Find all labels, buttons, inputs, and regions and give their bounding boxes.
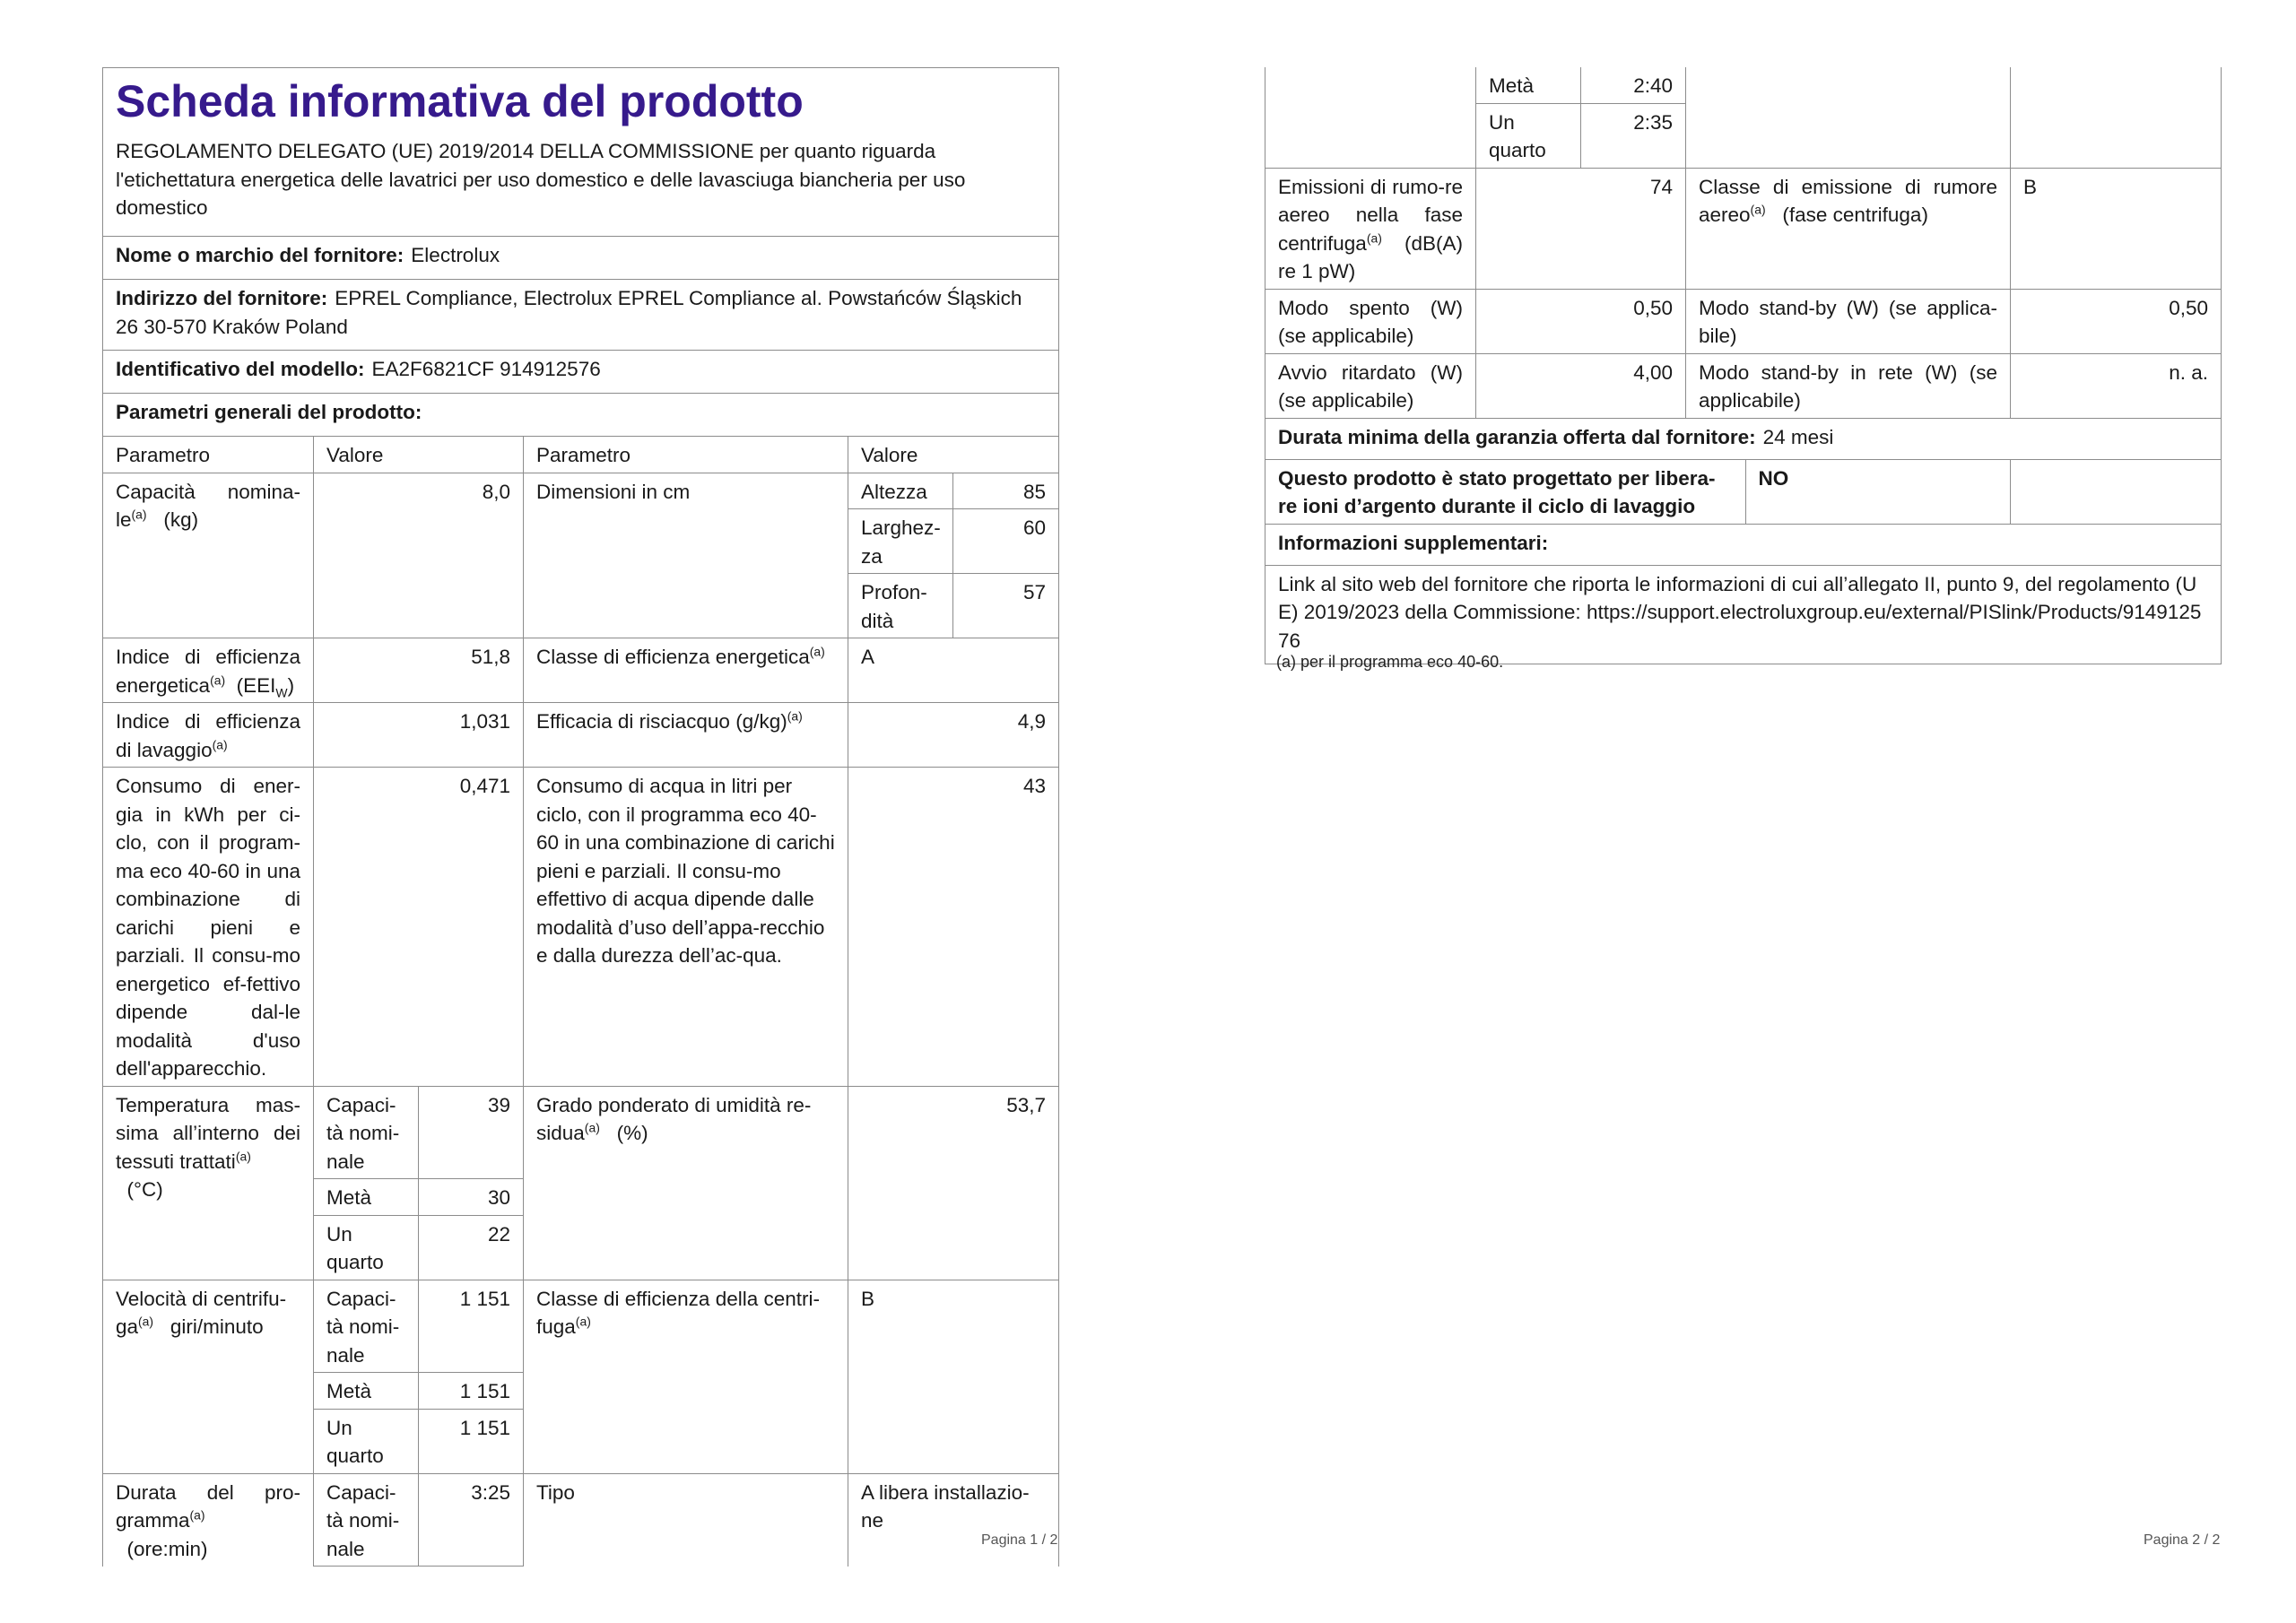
max-temp-label xyxy=(103,1086,314,1280)
col-header-param-1: Parametro xyxy=(103,437,314,473)
duration-load-half: Metà xyxy=(1476,67,1581,103)
page1-footer: Pagina 1 / 2 xyxy=(981,1532,1058,1548)
supplier-name-label: Nome o marchio del fornitore: xyxy=(116,244,404,266)
general-params-heading: Parametri generali del prodotto: xyxy=(103,394,1059,437)
footnote-mark: (a) xyxy=(787,708,803,724)
max-temp-load-full: Capaci-tà nomi-nale xyxy=(314,1086,419,1179)
footnote-text: (a) per il programma eco 40-60. xyxy=(1276,653,1504,671)
silver-label: Questo prodotto è stato progettato per libera-re ioni d’argento durante il ciclo di lavaggio xyxy=(1265,460,1745,524)
model-row xyxy=(103,351,1059,394)
header-cell xyxy=(103,68,1059,237)
moisture-text: Grado ponderato di umidità re-sidua xyxy=(536,1093,812,1144)
max-temp-half-value: 30 xyxy=(419,1179,524,1216)
page2-footer: Pagina 2 / 2 xyxy=(2144,1532,2221,1548)
duration-cont-label xyxy=(1265,67,1476,168)
eei-text: Indice di efficienza energetica xyxy=(116,646,300,697)
warranty-label: Durata minima della garanzia offerta dal fornitore: xyxy=(1278,425,1756,448)
moisture-value: 53,7 xyxy=(848,1086,1059,1280)
moisture-unit: (%) xyxy=(616,1122,648,1144)
noise-class-label xyxy=(1686,168,2011,289)
max-temp-load-quarter: Un quarto xyxy=(314,1215,419,1280)
duration-half-value: 2:40 xyxy=(1581,67,1686,103)
washing-index-value: 1,031 xyxy=(314,703,524,768)
dimensions-label: Dimensioni in cm xyxy=(524,473,848,638)
type-label: Tipo xyxy=(524,1473,848,1567)
duration-full-value: 3:25 xyxy=(419,1473,524,1567)
delay-start-label: Avvio ritardato (W) (se applicabile) xyxy=(1265,353,1476,418)
noise-class-unit: (fase centrifuga) xyxy=(1782,204,1928,226)
off-mode-value: 0,50 xyxy=(1476,289,1686,353)
footnote-mark: (a) xyxy=(1750,202,1766,217)
width-label: Larghez-za xyxy=(848,509,953,574)
model-identifier: EA2F6821CF 914912576 xyxy=(371,358,601,380)
spin-speed-unit: giri/minuto xyxy=(170,1315,264,1338)
warranty-value: 24 mesi xyxy=(1762,425,1834,448)
noise-label xyxy=(1265,168,1476,289)
standby-value: 0,50 xyxy=(2011,289,2222,353)
max-temp-unit: (°C) xyxy=(126,1178,163,1201)
eei-subscript: W xyxy=(275,685,288,699)
duration-text: Durata del pro-gramma xyxy=(116,1480,300,1532)
col-header-value-2: Valore xyxy=(848,437,1059,473)
regulation-text: REGOLAMENTO DELEGATO (UE) 2019/2014 DELLA COMMISSIONE per quanto riguarda l'etichettatura energetica delle lavatrici per uso domestico e delle lavasciuga biancheria per uso domestico xyxy=(116,140,966,219)
noise-class-text: Classe di emissione di rumore aereo xyxy=(1699,175,1997,226)
type-value: A libera installazio-ne xyxy=(848,1473,1059,1567)
eei-value: 51,8 xyxy=(314,638,524,703)
spin-quarter-value: 1 151 xyxy=(419,1409,524,1473)
silver-row-end xyxy=(2011,459,2222,524)
col-header-param-2: Parametro xyxy=(524,437,848,473)
page2-table xyxy=(1265,67,2222,664)
energy-class-value: A xyxy=(848,638,1059,703)
max-temp-load-half: Metà xyxy=(314,1179,419,1216)
spin-speed-text: Velocità di centrifu-ga xyxy=(116,1287,287,1338)
rated-capacity-value: 8,0 xyxy=(314,473,524,638)
type-cont-label xyxy=(1686,67,2011,168)
supplier-address: EPREL Compliance, Electrolux EPREL Compliance al. Powstańców Śląskich 26 30-570 Kraków Poland xyxy=(116,287,1022,338)
rinsing-value: 4,9 xyxy=(848,703,1059,768)
footnote-mark: (a) xyxy=(131,507,147,522)
network-standby-value: n. a. xyxy=(2011,353,2222,418)
spin-speed-label xyxy=(103,1280,314,1473)
supplier-address-label: Indirizzo del fornitore: xyxy=(116,287,328,309)
height-value: 85 xyxy=(953,473,1059,509)
silver-value: NO xyxy=(1758,466,1789,490)
silver-row xyxy=(1265,459,2011,524)
noise-text: Emissioni di rumo-re aereo nella fase centrifuga xyxy=(1278,175,1463,255)
eei-label xyxy=(103,638,314,703)
duration-unit: (ore:min) xyxy=(126,1537,208,1560)
height-label: Altezza xyxy=(848,473,953,509)
washing-index-label xyxy=(103,703,314,768)
max-temp-full-value: 39 xyxy=(419,1086,524,1179)
footnote-mark: (a) xyxy=(189,1507,205,1523)
page-title: Scheda informativa del prodotto xyxy=(116,76,804,126)
spin-class-label xyxy=(524,1280,848,1473)
footnote-mark: (a) xyxy=(809,644,825,659)
energy-consumption-label: Consumo di ener-gia in kWh per ci-clo, con il program-ma eco 40-60 in una combinazione di carichi pieni e parziali. Il consu-mo energetico ef-fettivo dipende dal-le modalità d'uso dell'apparecchio. xyxy=(103,768,314,1087)
duration-label xyxy=(103,1473,314,1567)
delay-start-value: 4,00 xyxy=(1476,353,1686,418)
additional-info-heading: Informazioni supplementari: xyxy=(1265,524,2222,565)
spin-load-quarter: Un quarto xyxy=(314,1409,419,1473)
eei-unit-close: ) xyxy=(287,673,295,697)
model-label: Identificativo del modello: xyxy=(116,358,365,380)
water-consumption-label: Consumo di acqua in litri per ciclo, con il programma eco 40-60 in una combinazione di carichi pieni e parziali. Il consu-mo effettivo di acqua dipende dalle modalità d’uso dell’appa-recchio e dalla durezza dell’ac-qua. xyxy=(524,768,848,1087)
rated-capacity-text: Capacità nomina-le xyxy=(116,480,300,531)
page1-table xyxy=(102,67,1059,1567)
duration-quarter-value: 2:35 xyxy=(1581,103,1686,168)
spin-class-value: B xyxy=(848,1280,1059,1473)
footnote-mark: (a) xyxy=(1366,230,1382,245)
standby-label: Modo stand-by (W) (se applica-bile) xyxy=(1686,289,2011,353)
rinsing-label xyxy=(524,703,848,768)
spin-half-value: 1 151 xyxy=(419,1373,524,1410)
spin-class-text: Classe di efficienza della centri-fuga xyxy=(536,1287,820,1338)
moisture-label xyxy=(524,1086,848,1280)
energy-class-text: Classe di efficienza energetica xyxy=(536,646,810,668)
max-temp-quarter-value: 22 xyxy=(419,1215,524,1280)
supplier-name: Electrolux xyxy=(411,244,500,266)
additional-info-text: Link al sito web del fornitore che riporta le informazioni di cui all’allegato II, punto 9, del regolamento (UE) 2019/2023 della Commissione: https://support.electroluxgroup.eu/external/PISlink/Products/914912576 xyxy=(1265,565,2222,664)
duration-load-quarter: Un quarto xyxy=(1476,103,1581,168)
spin-load-half: Metà xyxy=(314,1373,419,1410)
type-cont-value xyxy=(2011,67,2222,168)
footnote-mark: (a) xyxy=(138,1314,154,1329)
network-standby-label: Modo stand-by in rete (W) (se applicabile) xyxy=(1686,353,2011,418)
silver-inner-table xyxy=(1265,460,2010,524)
footnote-mark: (a) xyxy=(584,1120,600,1135)
eei-unit: (EEI xyxy=(236,673,276,697)
rated-capacity-label xyxy=(103,473,314,638)
supplier-name-row xyxy=(103,237,1059,280)
noise-unit: (dB(A) re 1 pW) xyxy=(1278,231,1463,282)
footnote-mark: (a) xyxy=(212,737,228,751)
energy-class-label xyxy=(524,638,848,703)
off-mode-label: Modo spento (W) (se applicabile) xyxy=(1265,289,1476,353)
spin-load-full: Capaci-tà nomi-nale xyxy=(314,1280,419,1373)
width-value: 60 xyxy=(953,509,1059,574)
energy-consumption-value: 0,471 xyxy=(314,768,524,1087)
warranty-row xyxy=(1265,418,2222,459)
noise-value: 74 xyxy=(1476,168,1686,289)
footnote-mark: (a) xyxy=(210,673,226,687)
noise-class-value: B xyxy=(2011,168,2222,289)
depth-value: 57 xyxy=(953,574,1059,638)
rated-capacity-unit: (kg) xyxy=(163,508,199,531)
washing-index-text: Indice di efficienza di lavaggio xyxy=(116,710,300,761)
spin-full-value: 1 151 xyxy=(419,1280,524,1373)
duration-load-full: Capaci-tà nomi-nale xyxy=(314,1473,419,1567)
max-temp-text: Temperatura mas-sima all’interno dei tessuti trattati xyxy=(116,1093,300,1173)
col-header-value-1: Valore xyxy=(314,437,524,473)
supplier-address-row xyxy=(103,280,1059,351)
footnote-mark: (a) xyxy=(235,1149,251,1163)
depth-label: Profon-dità xyxy=(848,574,953,638)
footnote-mark: (a) xyxy=(575,1314,591,1329)
rinsing-text: Efficacia di risciacquo (g/kg) xyxy=(536,710,787,733)
water-consumption-value: 43 xyxy=(848,768,1059,1087)
